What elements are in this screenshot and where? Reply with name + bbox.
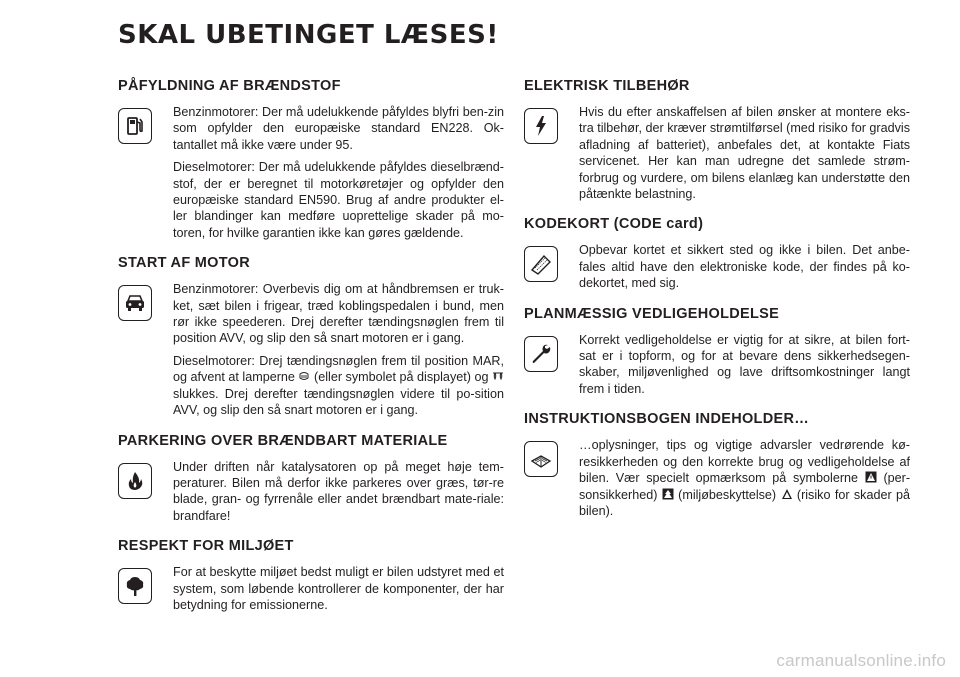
text: …oplysninger, tips og vigtige advarsler vedrørende kø-resikkerheden og den korrekte brug og vedligeholdelse af bilen. Vær specielt opmærksom på symbolerne: [579, 438, 910, 486]
section-heading: KODEKORT (CODE card): [524, 216, 704, 233]
section-heading: RESPEKT FOR MILJØET: [118, 538, 294, 555]
section-refuel: [118, 78, 504, 241]
section-codecard: [524, 216, 910, 291]
section-heading: INSTRUKTIONSBOGEN INDEHOLDER…: [524, 411, 810, 428]
section-electric: [524, 78, 910, 202]
section-maintenance: [524, 306, 910, 398]
glow-plug-icon: [298, 370, 310, 382]
paragraph: Benzinmotorer: Overbevis dig om at håndbremsen er truk-ket, sæt bilen i frigear, træd koblingspedalen i bund, men rør ikke speederen. Drej derefter tændingsnøglen frem til position AVV, og slip den så snart motoren er i gang.: [173, 282, 504, 346]
tree-icon: [118, 568, 152, 604]
page-title: SKAL UBETINGET LÆSES!: [118, 20, 499, 50]
person-safety-symbol-icon: [865, 471, 877, 483]
paragraph: For at beskytte miljøet bedst muligt er bilen udstyret med et system, som løbende kontrollerer de komponenter, der har betydning for emissionerne.: [173, 565, 504, 612]
section-environment: [118, 538, 504, 613]
right-column: [524, 78, 910, 525]
car-icon: [118, 285, 152, 321]
paragraph-manual: [579, 437, 910, 519]
paragraph-diesel: [173, 353, 504, 419]
text: (eller symbolet på displayet) og: [314, 370, 489, 385]
watermark: carmanualsonline.info: [776, 651, 946, 670]
text: (miljøbeskyttelse): [678, 487, 777, 502]
text: (per-sonsikkerhed): [579, 471, 911, 502]
paragraph: Opbevar kortet et sikkert sted og ikke i bilen. Det anbe-fales altid have den elektroniske kode, der findes på ko-dekortet, med sig.: [579, 243, 910, 291]
paragraph: Hvis du efter anskaffelsen af bilen ønsker at montere eks-tra tilbehør, der kræver strømtilførsel (med risiko for gradvis afladning af batteriet), anbefales det, at kontakte Fiats servicenet. Her kan man udregne det samlede strøm-forbrug og vurdere, om bilens elanlæg kan understøtte den påtænkte belastning.: [579, 105, 910, 202]
section-heading: START AF MOTOR: [118, 255, 251, 272]
section-start: [118, 255, 504, 418]
section-heading: ELEKTRISK TILBEHØR: [524, 78, 690, 94]
section-heading: PARKERING OVER BRÆNDBART MATERIALE: [118, 432, 448, 449]
text: Dieselmotorer: Drej tændingsnøglen frem til position MAR, og afvent at lamperne: [173, 353, 504, 385]
section-heading: PLANMÆSSIG VEDLIGEHOLDELSE: [524, 305, 780, 322]
wrench-icon: [524, 336, 558, 372]
fuel-pump-icon: [118, 108, 152, 144]
paragraph: Dieselmotorer: Der må udelukkende påfyldes dieselbrænd-stof, der er beregnet til motorkøretøjer og opfylder den europæiske standard EN590. Brug af andre produkter el-ler blandinger kan medføre uoprettelige skader på mo-toren, for hvilke garantien ikke kan gøres gældende.: [173, 160, 504, 240]
left-column: [118, 78, 504, 619]
text: (risiko for skader på bilen).: [579, 487, 911, 518]
text: slukkes. Drej derefter tændingsnøglen videre til po-sition AVV, og slip den så snart motoren er i gang.: [173, 386, 504, 418]
section-manual: [524, 411, 910, 519]
environment-symbol-icon: [662, 488, 674, 500]
glow-plug-coil-icon: [492, 370, 504, 382]
paragraph: Benzinmotorer: Der må udelukkende påfyldes blyfri ben-zin som opfylder den europæiske standard EN228. Ok-tantallet må ikke være under 95.: [173, 105, 504, 152]
section-heading: PÅFYLDNING AF BRÆNDSTOF: [118, 78, 341, 94]
flame-icon: [118, 463, 152, 499]
section-parking: [118, 433, 504, 525]
open-book-icon: [524, 441, 558, 477]
paragraph: Korrekt vedligeholdelse er vigtig for at sikre, at bilen fort-sat er i topform, og for at bevare dens sikkerhedsegen-skaber, miljøvenlighed og lave driftsomkostninger langt frem i tiden.: [579, 332, 910, 396]
vehicle-damage-symbol-icon: [781, 488, 793, 500]
paragraph: Under driften når katalysatoren op på meget høje tem-peraturer. Bilen må derfor ikke parkeres over græs, tør-re blade, gran- og fyrrenåle eller andet brændbart mate-riale: brandfare!: [173, 459, 504, 523]
code-card-icon: [524, 246, 558, 282]
lightning-icon: [524, 108, 558, 144]
